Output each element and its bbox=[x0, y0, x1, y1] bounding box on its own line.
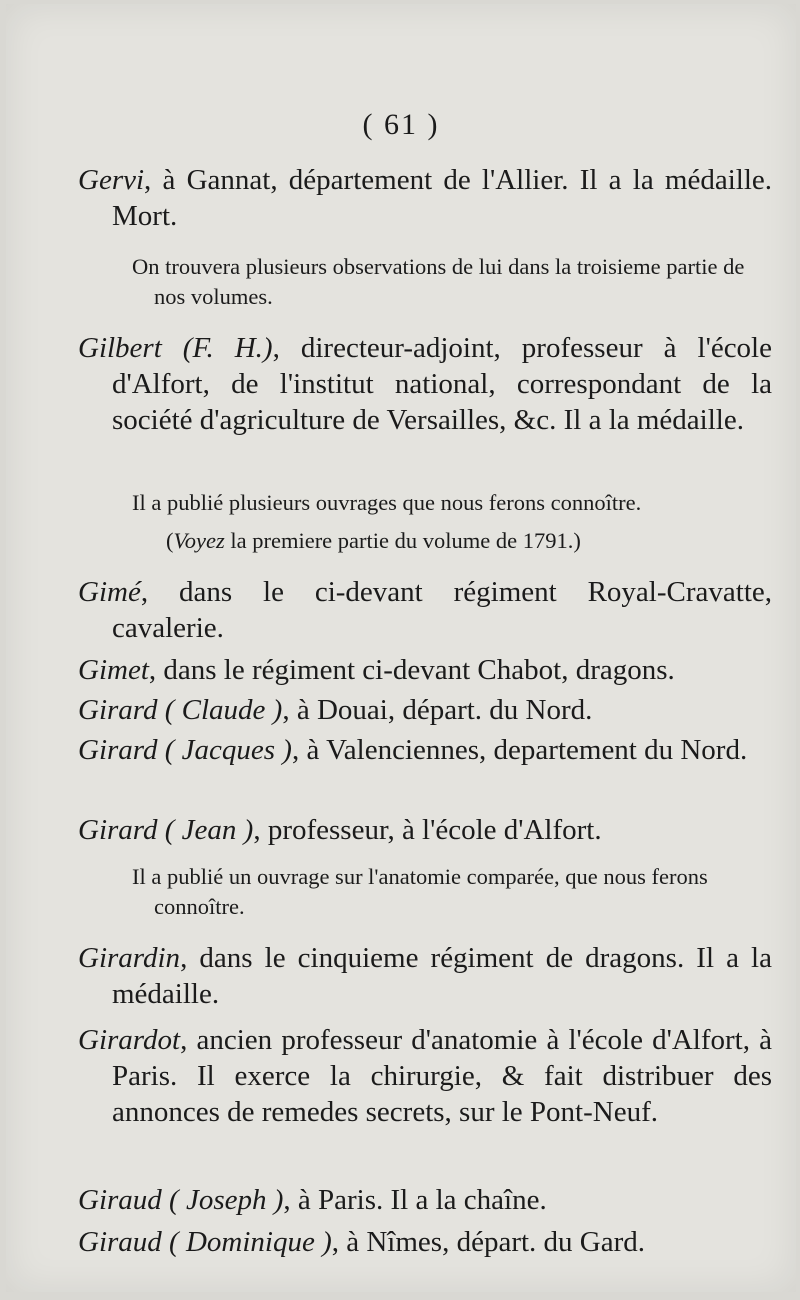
entry-gime: Gimé, dans le ci-devant régiment Royal-Cravatte, cavalerie. bbox=[78, 576, 772, 644]
note-gilbert-1: Il a publié plusieurs ouvrages que nous ferons connoître. bbox=[132, 490, 642, 515]
entry-girard-jean: Girard ( Jean ), professeur, à l'école d'Alfort. bbox=[78, 814, 602, 846]
entry-giraud-joseph: Giraud ( Joseph ), à Paris. Il a la chaîne. bbox=[78, 1184, 547, 1216]
entry-gilbert: Gilbert (F. H.), directeur-adjoint, professeur à l'école d'Alfort, de l'institut national, correspondant de la société d'agriculture de Versailles, &c. Il a la médaille. bbox=[78, 332, 772, 436]
note-gervi: On trouvera plusieurs observations de lui dans la troisieme partie de nos volumes. bbox=[132, 254, 745, 309]
entry-girard-claude: Girard ( Claude ), à Douai, départ. du Nord. bbox=[78, 694, 593, 726]
note-gilbert-2: (Voyez la premiere partie du volume de 1791.) bbox=[166, 528, 581, 553]
entry-giraud-dominique: Giraud ( Dominique ), à Nîmes, départ. du Gard. bbox=[78, 1226, 645, 1258]
entry-girard-jacques: Girard ( Jacques ), à Valenciennes, departement du Nord. bbox=[78, 734, 748, 766]
page-number: ( 61 ) bbox=[362, 108, 440, 141]
note-girard-jean: Il a publié un ouvrage sur l'anatomie comparée, que nous ferons connoître. bbox=[132, 864, 708, 919]
entry-girardin: Girardin, dans le cinquieme régiment de dragons. Il a la médaille. bbox=[78, 942, 772, 1010]
entry-gervi: Gervi, à Gannat, département de l'Allier. Il a la médaille. Mort. bbox=[78, 164, 772, 232]
entry-gimet: Gimet, dans le régiment ci-devant Chabot, dragons. bbox=[78, 654, 675, 686]
document-page bbox=[6, 4, 796, 1292]
entry-girardot: Girardot, ancien professeur d'anatomie à l'école d'Alfort, à Paris. Il exerce la chirurgie, & fait distribuer des annonces de remedes secrets, sur le Pont-Neuf. bbox=[78, 1024, 772, 1128]
